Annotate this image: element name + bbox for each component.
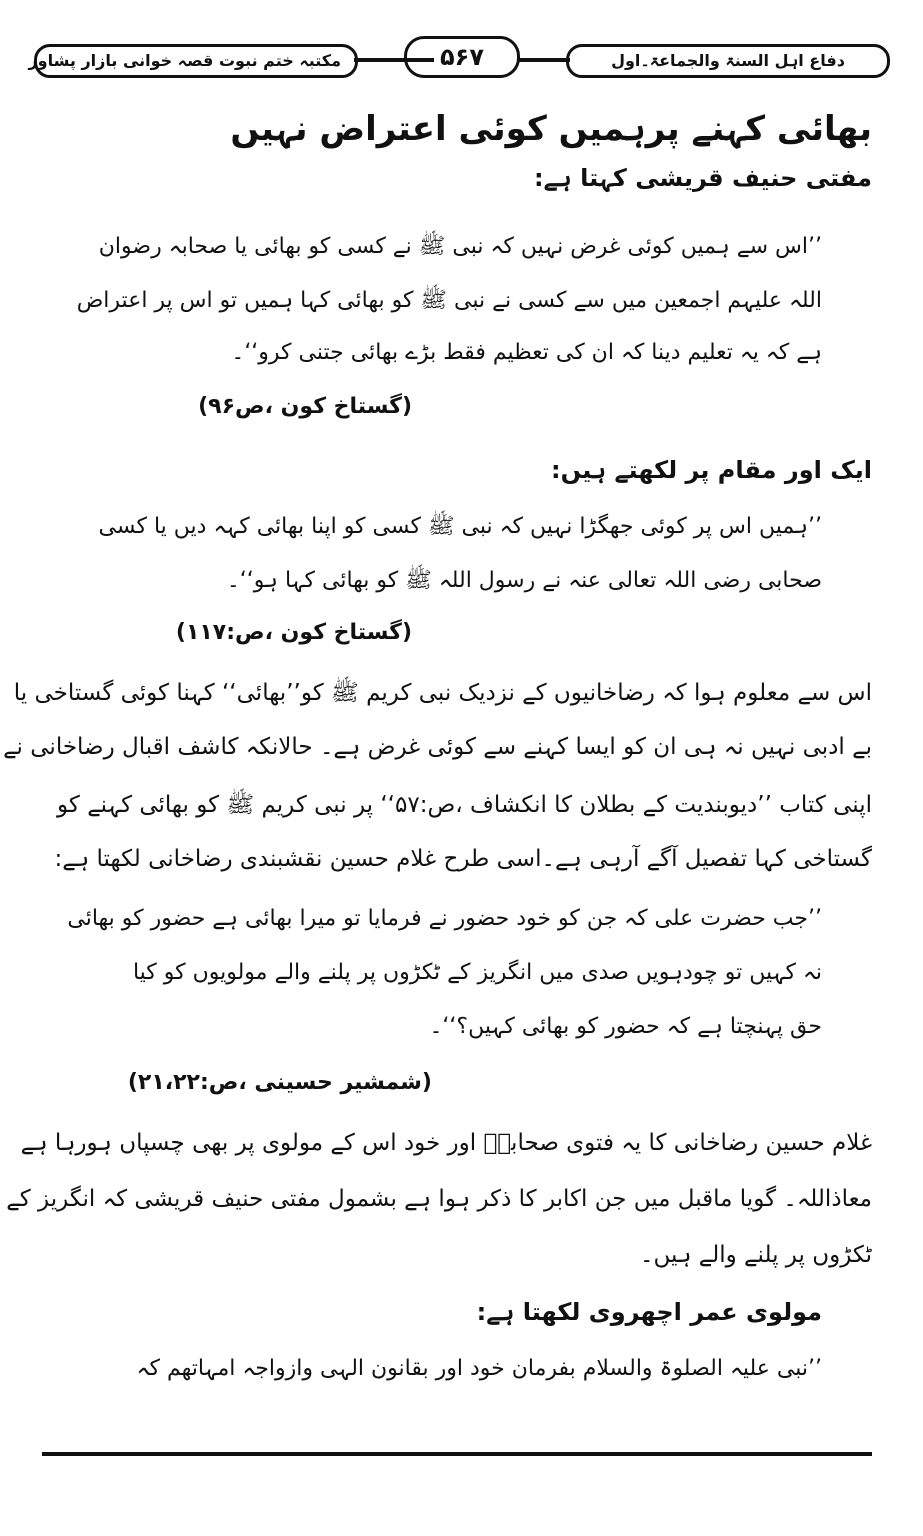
paragraph-line: اس سے معلوم ہوا کہ رضاخانیوں کے نزدیک نبی کریم ﷺ کو’’بھائی‘‘ کہنا کوئی گستاخی یا [13,680,872,706]
footer-rule [42,1452,872,1456]
quote-line: نہ کہیں تو چودہویں صدی میں انگریز کے ٹکڑوں پر پلنے والے مولویوں کو کیا [132,960,822,985]
book-title: دفاع اہل السنۃ والجماعۃ۔اول [566,44,890,78]
page-number: ۵۶۷ [404,36,520,78]
paragraph-line: ٹکڑوں پر پلنے والے ہیں۔ [640,1242,872,1268]
paragraph-line: اپنی کتاب ’’دیوبندیت کے بطلان کا انکشاف ،ص:۵۷‘‘ پر نبی کریم ﷺ کو بھائی کہنے کو [57,792,872,818]
quote-line: ’’نبی علیہ الصلوۃ والسلام بفرمان خود اور بقانون الہی وازواجہ امہاتھم کہ [136,1356,822,1381]
quote-line: ’’جب حضرت علی کہ جن کو خود حضور نے فرمایا تو میرا بھائی ہے حضور کو بھائی [67,906,822,931]
paragraph-line: معاذاللہ۔ گویا ماقبل میں جن اکابر کا ذکر ہوا ہے بشمول مفتی حنیف قریشی کہ انگریز کے [6,1186,872,1212]
citation: (گستاخ کون ،ص:۱۱۷) [175,620,412,645]
quote-line: اللہ علیہم اجمعین میں سے کسی نے نبی ﷺ کو بھائی کہا ہمیں تو اس پر اعتراض [76,288,822,313]
paragraph-line: غلام حسین رضاخانی کا یہ فتوی صحابہؓ اور خود اس کے مولوی پر بھی چسپاں ہورہا ہے [20,1130,872,1156]
paragraph-line: گستاخی کہا تفصیل آگے آرہی ہے۔اسی طرح غلام حسین نقشبندی رضاخانی لکھتا ہے: [54,846,872,872]
quote-line: حق پہنچتا ہے کہ حضور کو بھائی کہیں؟‘‘۔ [429,1014,822,1039]
quote-line: ’’ہمیں اس پر کوئی جھگڑا نہیں کہ نبی ﷺ کسی کو اپنا بھائی کہہ دیں یا کسی [98,514,822,539]
intro-line: مفتی حنیف قریشی کہتا ہے: [533,164,872,192]
citation: (شمشیر حسینی ،ص:۲۱،۲۲) [127,1070,432,1095]
publisher-name: مکتبہ ختم نبوت قصہ خوانی بازار پشاور [34,44,358,78]
intro-line: مولوی عمر اچھروی لکھتا ہے: [476,1298,822,1326]
quote-line: ’’اس سے ہمیں کوئی غرض نہیں کہ نبی ﷺ نے کسی کو بھائی یا صحابہ رضوان [98,234,822,259]
section-heading: بھائی کہنے پرہمیں کوئی اعتراض نہیں [230,109,872,149]
citation: (گستاخ کون ،ص۹۶) [198,394,412,419]
quote-line: ہے کہ یہ تعلیم دینا کہ ان کی تعظیم فقط بڑے بھائی جتنی کرو‘‘۔ [231,340,822,365]
header-rule-left [354,58,434,62]
paragraph-line: بے ادبی نہیں نہ ہی ان کو ایسا کہنے سے کوئی غرض ہے۔ حالانکہ کاشف اقبال رضاخانی نے [3,734,872,760]
quote-line: صحابی رضی اللہ تعالی عنہ نے رسول اللہ ﷺ کو بھائی کہا ہو‘‘۔ [226,568,822,593]
intro-line: ایک اور مقام پر لکھتے ہیں: [551,456,872,484]
page-header [28,36,890,78]
